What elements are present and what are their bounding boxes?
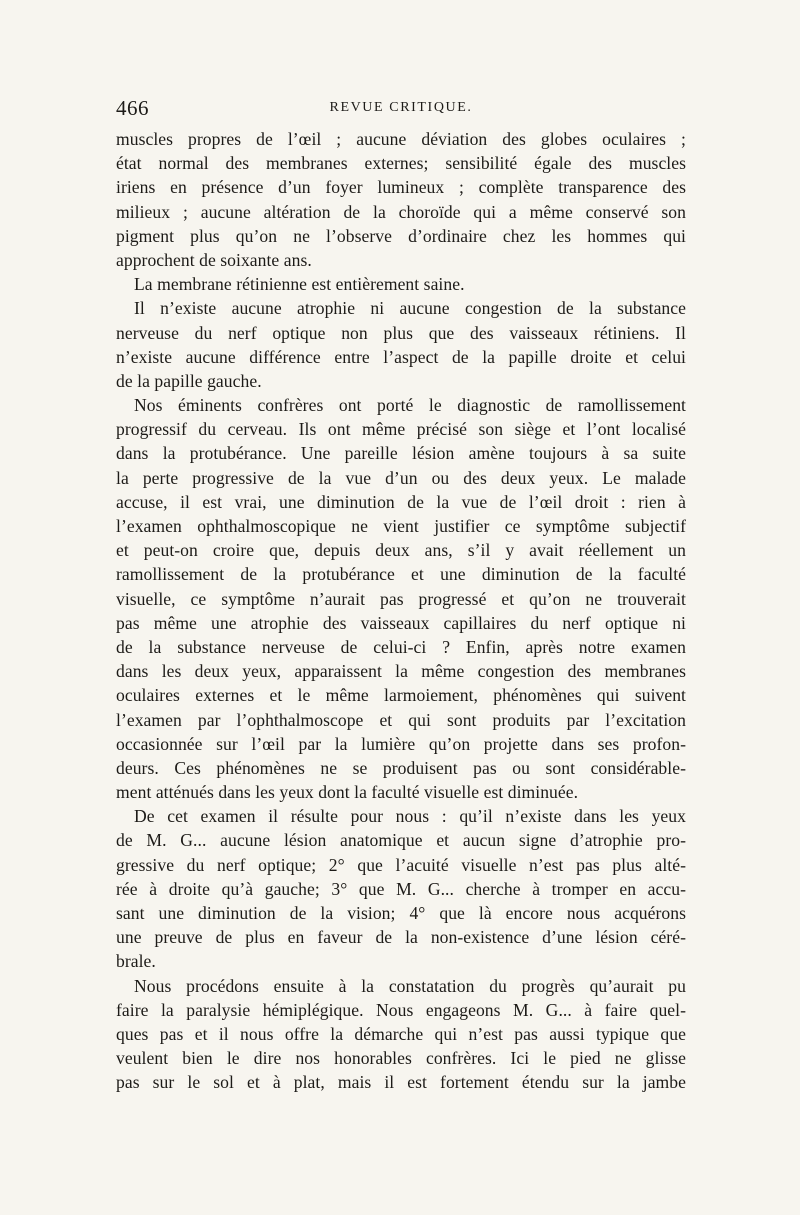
text-line: gressive du nerf optique; 2° que l’acuité visuelle n’est pas plus alté- <box>116 854 686 875</box>
text-line: muscles propres de l’œil ; aucune déviation des globes oculaires ; <box>116 129 686 149</box>
text-line: l’examen ophthalmoscopique ne vient justifier ce symptôme subjectif <box>116 516 686 536</box>
text-line: veulent bien le dire nos honorables confrères. Ici le pied ne glisse <box>116 1048 686 1069</box>
text-line: état normal des membranes externes; sensibilité égale des muscles <box>116 153 686 174</box>
text-line: faire la paralysie hémiplégique. Nous engageons M. G... à faire quel- <box>116 999 686 1020</box>
text-line: sant une diminution de la vision; 4° que là encore nous acquérons <box>116 903 686 923</box>
page-header <box>116 96 686 122</box>
text-line: de la papille gauche. <box>116 370 262 391</box>
text-line: occasionnée sur l’œil par la lumière qu’on projette dans ses profon- <box>116 733 686 754</box>
text-line: La membrane rétinienne est entièrement saine. <box>134 274 465 295</box>
text-line: dans les deux yeux, apparaissent la même congestion des membranes <box>116 661 686 682</box>
text-line: de la substance nerveuse de celui-ci ? Enfin, après notre examen <box>116 636 686 657</box>
text-line: et peut-on croire que, depuis deux ans, s’il y avait réellement un <box>116 540 686 561</box>
text-line: brale. <box>116 951 156 972</box>
text-line: dans la protubérance. Une pareille lésion amène toujours à sa suite <box>116 443 686 464</box>
text-line: l’examen par l’ophthalmoscope et qui sont produits par l’excitation <box>116 709 686 730</box>
text-line: n’existe aucune différence entre l’aspect de la papille droite et celui <box>116 346 686 367</box>
text-line: ramollissement de la protubérance et une diminution de la faculté <box>116 564 686 585</box>
body-text <box>116 127 686 1095</box>
text-line: ment atténués dans les yeux dont la faculté visuelle est diminuée. <box>116 782 579 803</box>
text-line: De cet examen il résulte pour nous : qu’il n’existe dans les yeux <box>134 806 686 827</box>
text-line: approchent de soixante ans. <box>116 249 312 270</box>
text-line: de M. G... aucune lésion anatomique et aucun signe d’atrophie pro- <box>116 830 686 851</box>
text-line: la perte progressive de la vue d’un ou des deux yeux. Le malade <box>116 467 686 488</box>
text-line: visuelle, ce symptôme n’aurait pas progressé et qu’on ne trouverait <box>116 588 686 609</box>
text-line: ques pas et il nous offre la démarche qui n’est pas aussi typique que <box>116 1023 686 1044</box>
text-line: milieux ; aucune altération de la choroïde qui a même conservé son <box>116 201 686 222</box>
page-number: 466 <box>116 96 149 120</box>
text-line: pas même une atrophie des vaisseaux capillaires du nerf optique ni <box>116 612 686 633</box>
text-line: Nous procédons ensuite à la constatation du progrès qu’aurait pu <box>134 975 686 996</box>
text-line: Il n’existe aucune atrophie ni aucune congestion de la substance <box>134 298 686 319</box>
text-line: deurs. Ces phénomènes ne se produisent pas ou sont considérable- <box>116 757 686 778</box>
text-line: pas sur le sol et à plat, mais il est fortement étendu sur la jambe <box>116 1072 686 1093</box>
text-line: iriens en présence d’un foyer lumineux ; complète transparence des <box>116 177 686 198</box>
running-head: REVUE CRITIQUE. <box>329 100 473 115</box>
text-line: progressif du cerveau. Ils ont même précisé son siège et l’ont localisé <box>116 419 686 440</box>
text-line: une preuve de plus en faveur de la non-existence d’une lésion céré- <box>116 927 686 948</box>
text-line: nerveuse du nerf optique non plus que des vaisseaux rétiniens. Il <box>116 322 686 343</box>
text-line: pigment plus qu’on ne l’observe d’ordinaire chez les hommes qui <box>116 225 686 246</box>
text-line: oculaires externes et le même larmoiement, phénomènes qui suivent <box>116 685 686 706</box>
text-line: accuse, il est vrai, une diminution de la vue de l’œil droit : rien à <box>116 491 686 512</box>
text-line: Nos éminents confrères ont porté le diagnostic de ramollissement <box>134 395 686 416</box>
text-line: rée à droite qu’à gauche; 3° que M. G... cherche à tromper en accu- <box>116 878 686 899</box>
